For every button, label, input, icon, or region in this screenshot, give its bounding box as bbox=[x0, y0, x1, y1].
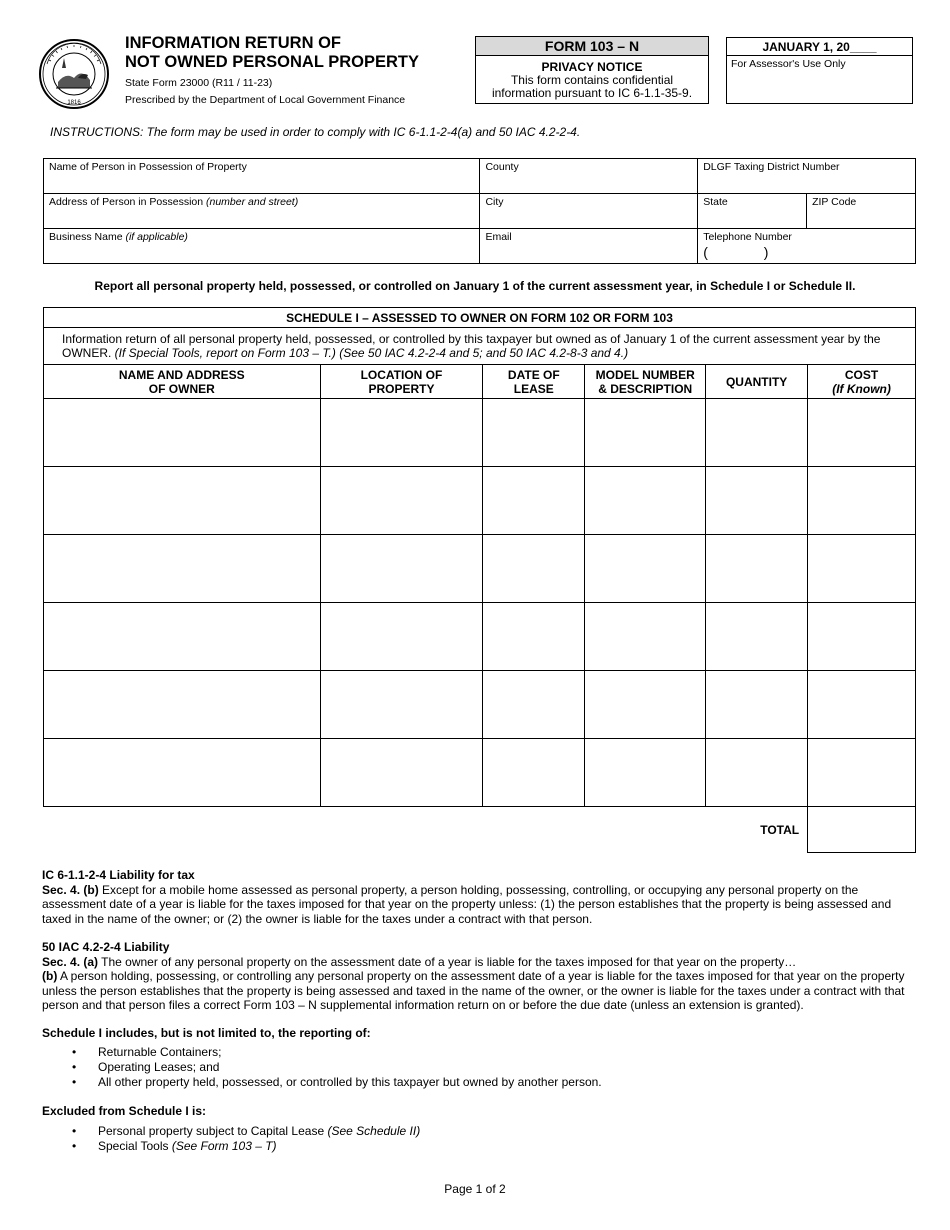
total-cost-field[interactable] bbox=[808, 807, 916, 853]
report-statement: Report all personal property held, possessed, or controlled on January 1 of the current assessment year, in Schedule I or Schedule II. bbox=[94, 279, 856, 293]
cell-quantity[interactable] bbox=[706, 535, 808, 603]
col-name-address bbox=[44, 365, 321, 399]
name-of-person-field[interactable] bbox=[44, 159, 480, 194]
col-name-line-1: NAME AND ADDRESS bbox=[118, 367, 245, 382]
ic-liability-section bbox=[42, 868, 917, 926]
state-seal-icon bbox=[38, 38, 110, 110]
assessment-date-field[interactable]: JANUARY 1, 20____ bbox=[727, 38, 912, 56]
business-name-label: Business Name bbox=[49, 231, 126, 243]
state-label: State bbox=[703, 196, 728, 208]
total-spacer bbox=[44, 807, 321, 853]
cell-name-address[interactable] bbox=[44, 671, 321, 739]
includes-list bbox=[72, 1045, 602, 1090]
cell-date-of-lease[interactable] bbox=[483, 671, 585, 739]
col-name-line-2: OF OWNER bbox=[148, 381, 215, 396]
col-cost-line-1: COST bbox=[844, 367, 879, 382]
schedule-1-title: SCHEDULE I – ASSESSED TO OWNER ON FORM 102 OR FORM 103 bbox=[44, 308, 916, 328]
dlgf-district-field[interactable] bbox=[698, 159, 916, 194]
privacy-notice-line-1: This form contains confidential bbox=[510, 73, 674, 87]
cell-date-of-lease[interactable] bbox=[483, 467, 585, 535]
address-field[interactable] bbox=[44, 194, 480, 229]
col-location-line-1: LOCATION OF bbox=[360, 367, 443, 382]
address-label: Address of Person in Possession bbox=[49, 196, 206, 208]
excluded-title-text: Excluded from Schedule I is: bbox=[42, 1104, 207, 1118]
iac-section-b-ref: (b) bbox=[42, 969, 58, 983]
total-row bbox=[44, 807, 916, 853]
cell-cost[interactable] bbox=[808, 467, 916, 535]
cell-model-description[interactable] bbox=[585, 535, 706, 603]
telephone-label: Telephone Number bbox=[703, 231, 792, 243]
list-item: • All other property held, possessed, or controlled by this taxpayer but owned by another person. bbox=[72, 1075, 602, 1090]
col-location bbox=[320, 365, 483, 399]
col-model-description bbox=[585, 365, 706, 399]
form-number: FORM 103 – N bbox=[476, 37, 708, 56]
iac-liability-title: 50 IAC 4.2-2-4 Liability bbox=[42, 940, 170, 954]
cell-location[interactable] bbox=[320, 535, 483, 603]
cell-model-description[interactable] bbox=[585, 603, 706, 671]
cell-date-of-lease[interactable] bbox=[483, 739, 585, 807]
col-model-line-1: MODEL NUMBER bbox=[595, 367, 695, 382]
col-cost bbox=[808, 365, 916, 399]
instructions: INSTRUCTIONS: The form may be used in order to comply with IC 6-1.1-2-4(a) and 50 IAC 4.2-2-4. bbox=[50, 125, 581, 139]
ic-section-ref: Sec. 4. (b) bbox=[42, 882, 99, 897]
business-name-field[interactable] bbox=[44, 229, 480, 264]
county-label: County bbox=[485, 161, 519, 173]
total-label: TOTAL bbox=[760, 822, 800, 837]
total-spacer bbox=[320, 807, 483, 853]
privacy-notice-line-2: information pursuant to IC 6-1.1-35-9. bbox=[491, 86, 693, 100]
state-form-number: State Form 23000 (R11 / 11-23) bbox=[125, 77, 273, 89]
col-model-line-2: & DESCRIPTION bbox=[598, 381, 693, 396]
form-number-box bbox=[475, 36, 709, 104]
col-date-line-1: DATE OF bbox=[507, 367, 560, 382]
cell-location[interactable] bbox=[320, 467, 483, 535]
cell-cost[interactable] bbox=[808, 399, 916, 467]
cell-cost[interactable] bbox=[808, 739, 916, 807]
cell-model-description[interactable] bbox=[585, 399, 706, 467]
title-line-2: NOT OWNED PERSONAL PROPERTY bbox=[125, 53, 419, 71]
cell-location[interactable] bbox=[320, 399, 483, 467]
zip-field[interactable] bbox=[807, 194, 916, 229]
name-of-person-label: Name of Person in Possession of Property bbox=[49, 161, 247, 173]
email-label: Email bbox=[485, 231, 512, 243]
iac-liability-section bbox=[42, 940, 917, 1013]
list-item: • Operating Leases; and bbox=[72, 1060, 602, 1075]
cell-model-description[interactable] bbox=[585, 467, 706, 535]
cell-quantity[interactable] bbox=[706, 399, 808, 467]
cell-quantity[interactable] bbox=[706, 671, 808, 739]
taxpayer-info-table bbox=[43, 158, 916, 264]
excluded-title bbox=[42, 1104, 917, 1119]
telephone-field[interactable] bbox=[698, 229, 916, 264]
col-cost-line-2: (If Known) bbox=[832, 381, 891, 396]
table-row bbox=[44, 671, 916, 739]
cell-model-description[interactable] bbox=[585, 671, 706, 739]
form-title bbox=[125, 34, 465, 72]
cell-date-of-lease[interactable] bbox=[483, 603, 585, 671]
excluded-item-2-note: (See Form 103 – T) bbox=[171, 1139, 277, 1153]
includes-title bbox=[42, 1026, 917, 1041]
cell-date-of-lease[interactable] bbox=[483, 399, 585, 467]
col-quantity bbox=[706, 365, 808, 399]
excluded-item-1-note: (See Schedule II) bbox=[327, 1124, 421, 1138]
cell-name-address[interactable] bbox=[44, 603, 321, 671]
cell-quantity[interactable] bbox=[706, 467, 808, 535]
page-number: Page 1 of 2 bbox=[444, 1182, 506, 1196]
title-line-1: INFORMATION RETURN OF bbox=[125, 34, 342, 52]
total-spacer bbox=[483, 807, 585, 853]
city-label: City bbox=[485, 196, 504, 208]
list-item: • Returnable Containers; bbox=[72, 1045, 602, 1060]
assessor-use-only-label: For Assessor's Use Only bbox=[731, 58, 846, 70]
cell-location[interactable] bbox=[320, 603, 483, 671]
table-row bbox=[44, 399, 916, 467]
assessor-box bbox=[726, 37, 913, 104]
prescribed-by: Prescribed by the Department of Local Government Finance bbox=[125, 94, 406, 106]
address-note: (number and street) bbox=[206, 196, 299, 208]
cell-name-address[interactable] bbox=[44, 739, 321, 807]
schedule-1-table bbox=[43, 307, 916, 853]
iac-section-a-ref: Sec. 4. (a) bbox=[42, 954, 99, 969]
ic-section-text: Except for a mobile home assessed as personal property, a person holding, possessing, controlling, or occupying any personal property on the assessment date of a year is liable for the taxes imposed for that year on the property unless: (1) the person establishes that the property is being assessed and taxed in the name of the owner; or (2) the owner is liable for the taxes under a contract with that person. bbox=[42, 882, 892, 926]
cell-name-address[interactable] bbox=[44, 399, 321, 467]
cell-name-address[interactable] bbox=[44, 467, 321, 535]
table-row bbox=[44, 603, 916, 671]
cell-quantity[interactable] bbox=[706, 603, 808, 671]
table-row bbox=[44, 739, 916, 807]
telephone-area-code: ( ) bbox=[703, 244, 769, 260]
schedule-1-desc-main: Information return of all personal property held, possessed, or controlled by this taxpayer but owned as of January 1 of the current assessment year by the OWNER. bbox=[62, 332, 881, 360]
table-row bbox=[44, 535, 916, 603]
cell-cost[interactable] bbox=[808, 603, 916, 671]
state-field[interactable] bbox=[698, 194, 807, 229]
excluded-item-1: Personal property subject to Capital Lease bbox=[98, 1124, 328, 1138]
business-name-note: (if applicable) bbox=[125, 231, 188, 243]
cell-location[interactable] bbox=[320, 671, 483, 739]
schedule-1-desc-note: (If Special Tools, report on Form 103 – T.) (See 50 IAC 4.2-2-4 and 5; and 50 IAC 4.2-8-3 and 4.) bbox=[114, 346, 629, 360]
schedule-1-description bbox=[44, 328, 916, 365]
total-spacer bbox=[585, 807, 706, 853]
cell-cost[interactable] bbox=[808, 535, 916, 603]
city-field[interactable] bbox=[480, 194, 698, 229]
iac-section-b-text: A person holding, possessing, or controlling any personal property on the assessment date of a year is liable for the taxes imposed for that year on the property unless the person establishes that the property is being assessed and taxed in the name of the owner, or the owner is liable for the taxes under a contract with that person and that person files a correct Form 103 – N supplemental information return on or before the due date (unless an extension is granted). bbox=[42, 969, 905, 1012]
col-date-line-2: LEASE bbox=[513, 381, 554, 396]
cell-cost[interactable] bbox=[808, 671, 916, 739]
excluded-item-2: Special Tools bbox=[98, 1139, 172, 1153]
cell-location[interactable] bbox=[320, 739, 483, 807]
col-location-line-2: PROPERTY bbox=[368, 381, 435, 396]
cell-quantity[interactable] bbox=[706, 739, 808, 807]
iac-section-a-text: The owner of any personal property on the assessment date of a year is liable for the taxes imposed for that year on the property… bbox=[98, 954, 797, 969]
table-row bbox=[44, 467, 916, 535]
privacy-notice-title: PRIVACY NOTICE bbox=[541, 60, 643, 74]
list-item bbox=[72, 1124, 420, 1139]
cell-date-of-lease[interactable] bbox=[483, 535, 585, 603]
ic-liability-title: IC 6-1.1-2-4 Liability for tax bbox=[42, 868, 195, 882]
col-date-of-lease bbox=[483, 365, 585, 399]
cell-model-description[interactable] bbox=[585, 739, 706, 807]
county-field[interactable] bbox=[480, 159, 698, 194]
includes-title-text: Schedule I includes, but is not limited to, the reporting of: bbox=[42, 1026, 371, 1040]
dlgf-district-label: DLGF Taxing District Number bbox=[703, 161, 840, 173]
email-field[interactable] bbox=[480, 229, 698, 264]
list-item bbox=[72, 1139, 420, 1154]
col-quantity-label: QUANTITY bbox=[725, 374, 788, 389]
svg-text:1816: 1816 bbox=[67, 100, 81, 106]
excluded-list bbox=[72, 1124, 420, 1154]
cell-name-address[interactable] bbox=[44, 535, 321, 603]
zip-label: ZIP Code bbox=[812, 196, 857, 208]
